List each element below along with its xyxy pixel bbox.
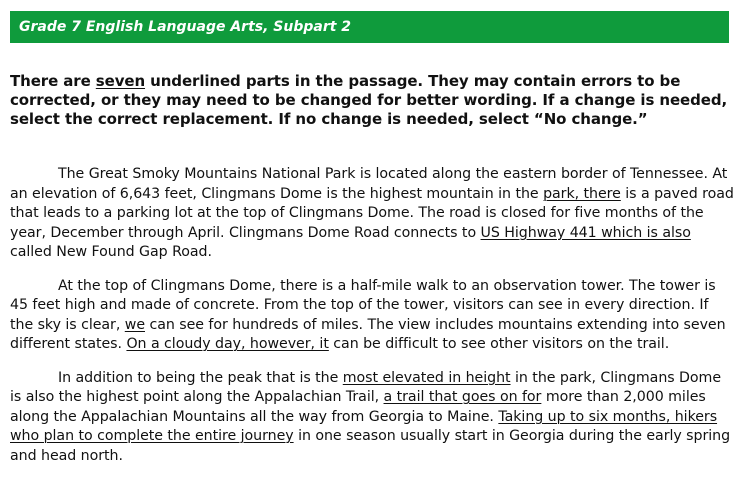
passage-text: The Great Smoky Mountains National Park is located along the eastern border of Tennessee. At an elevation of 6,643 feet, Clingmans Dome is the highest mountain in the [10,166,728,202]
passage-text: more than 2,000 miles along the Appalachian Mountains all the way from Georgia to Maine. [10,389,706,425]
underlined-part-5[interactable]: most elevated in height [342,369,511,386]
passage-text: In addition to being the peak that is the [58,369,343,386]
underlined-part-1[interactable]: park, there [543,185,621,202]
passage-paragraph-2 [10,277,734,355]
instructions-text-2: underlined parts in the passage. They may contain errors to be corrected, or they may need to be changed for better wording. If a change is needed, select the correct replacement. If no change is needed, select “No change.” [10,72,728,128]
underlined-part-7[interactable]: Taking up to six months, hikers who plan to complete the entire journey [10,408,718,444]
passage [10,165,734,480]
passage-text: is a paved road that leads to a parking lot at the top of Clingmans Dome. The road is closed for five months of the year, December through April. Clingmans Dome Road connects to [10,185,734,241]
passage-text: can see for hundreds of miles. The view includes mountains extending into seven different states. [10,316,726,352]
passage-text: At the top of Clingmans Dome, there is a half-mile walk to an observation tower. The tower is 45 feet high and made of concrete. From the top of the tower, visitors can see in every direction. If the sky is clear, [10,277,716,333]
passage-paragraph-3 [10,369,734,467]
passage-text: in one season usually start in Georgia during the early spring and head north. [10,428,731,464]
page-title: Grade 7 English Language Arts, Subpart 2 [19,19,352,35]
instructions [10,72,736,129]
header-bar [10,11,729,43]
underlined-part-4[interactable]: On a cloudy day, however, it [126,336,329,352]
underlined-part-6[interactable]: a trail that goes on for [383,389,542,405]
underlined-part-2[interactable]: US Highway 441 which is also [480,224,691,241]
passage-text: called New Found Gap Road. [10,244,212,260]
passage-paragraph-1 [10,165,734,263]
underlined-part-3[interactable]: we [124,316,145,333]
instructions-underlined-word: seven [95,72,146,90]
instructions-text-1: There are [10,72,96,90]
passage-text: can be difficult to see other visitors on the trail. [328,336,670,352]
passage-text: in the park, Clingmans Dome is also the highest point along the Appalachian Trail, [10,369,722,405]
